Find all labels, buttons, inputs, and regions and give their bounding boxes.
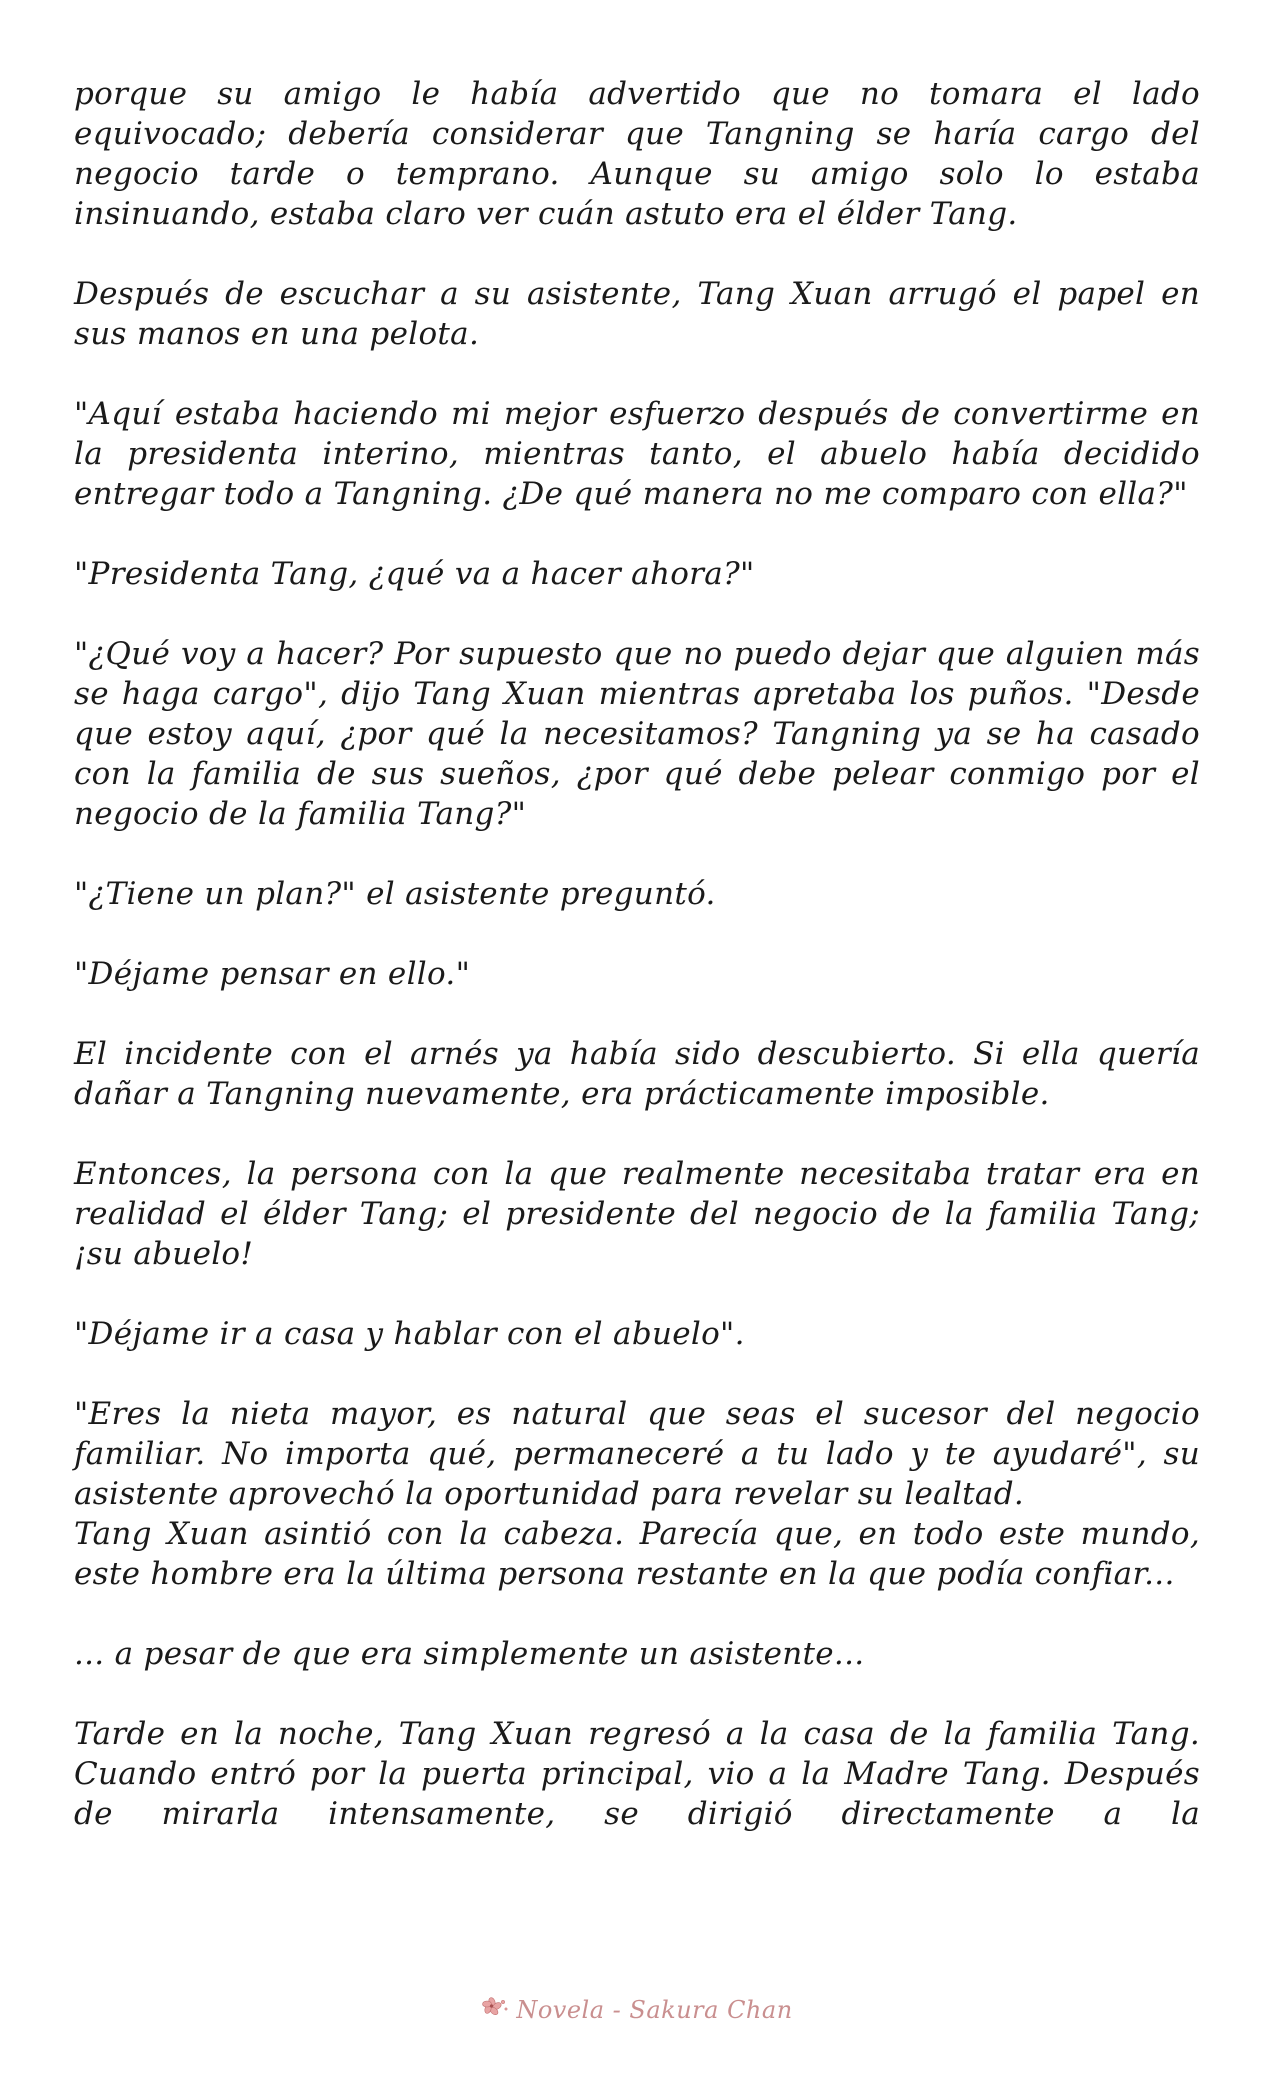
watermark-text: Novela - Sakura Chan [516, 1996, 793, 2024]
paragraph: "¿Qué voy a hacer? Por supuesto que no puedo dejar que alguien más se haga cargo", dijo Tang Xuan mientras apretaba los puños. "Desde que estoy aquí, ¿por qué la necesitamos? Tangning ya se ha casado con la familia de sus sueños, ¿por qué debe pelear conmigo por el negocio de la familia Tang?" [74, 636, 1200, 832]
paragraph: Tarde en la noche, Tang Xuan regresó a la casa de la familia Tang. Cuando entró por la puerta principal, vio a la Madre Tang. Después de mirarla intensamente, se dirigió directamente a la [74, 1716, 1200, 1832]
paragraph: "¿Tiene un plan?" el asistente preguntó. [74, 876, 716, 912]
paragraph: Después de escuchar a su asistente, Tang Xuan arrugó el papel en sus manos en una pelota. [74, 276, 1200, 352]
paragraph: "Eres la nieta mayor, es natural que seas el sucesor del negocio familiar. No importa qué, permaneceré a tu lado y te ayudaré", su asistente aprovechó la oportunidad para revelar su lealtad. [74, 1396, 1200, 1512]
paragraph: "Presidenta Tang, ¿qué va a hacer ahora?" [74, 556, 755, 592]
paragraph: ... a pesar de que era simplemente un asistente... [74, 1636, 865, 1672]
paragraph: porque su amigo le había advertido que no tomara el lado equivocado; debería considerar que Tangning se haría cargo del negocio tarde o temprano. Aunque su amigo solo lo estaba insinuando, estaba claro ver cuán astuto era el élder Tang. [74, 76, 1200, 232]
document-body [74, 74, 1200, 1834]
paragraph: El incidente con el arnés ya había sido descubierto. Si ella quería dañar a Tangning nuevamente, era prácticamente imposible. [74, 1036, 1200, 1112]
paragraph: Entonces, la persona con la que realmente necesitaba tratar era en realidad el élder Tang; el presidente del negocio de la familia Tang; ¡su abuelo! [74, 1156, 1200, 1272]
sakura-flower-icon [482, 1996, 510, 2024]
paragraph: "Aquí estaba haciendo mi mejor esfuerzo después de convertirme en la presidenta interino, mientras tanto, el abuelo había decidido entregar todo a Tangning. ¿De qué manera no me comparo con ella?" [74, 396, 1200, 512]
watermark-logo [482, 1996, 792, 2024]
paragraph: "Déjame pensar en ello." [74, 956, 471, 992]
paragraph: "Déjame ir a casa y hablar con el abuelo". [74, 1316, 745, 1352]
footer [0, 1990, 1275, 2030]
paragraph: Tang Xuan asintió con la cabeza. Parecía que, en todo este mundo, este hombre era la última persona restante en la que podía confiar... [74, 1516, 1200, 1592]
